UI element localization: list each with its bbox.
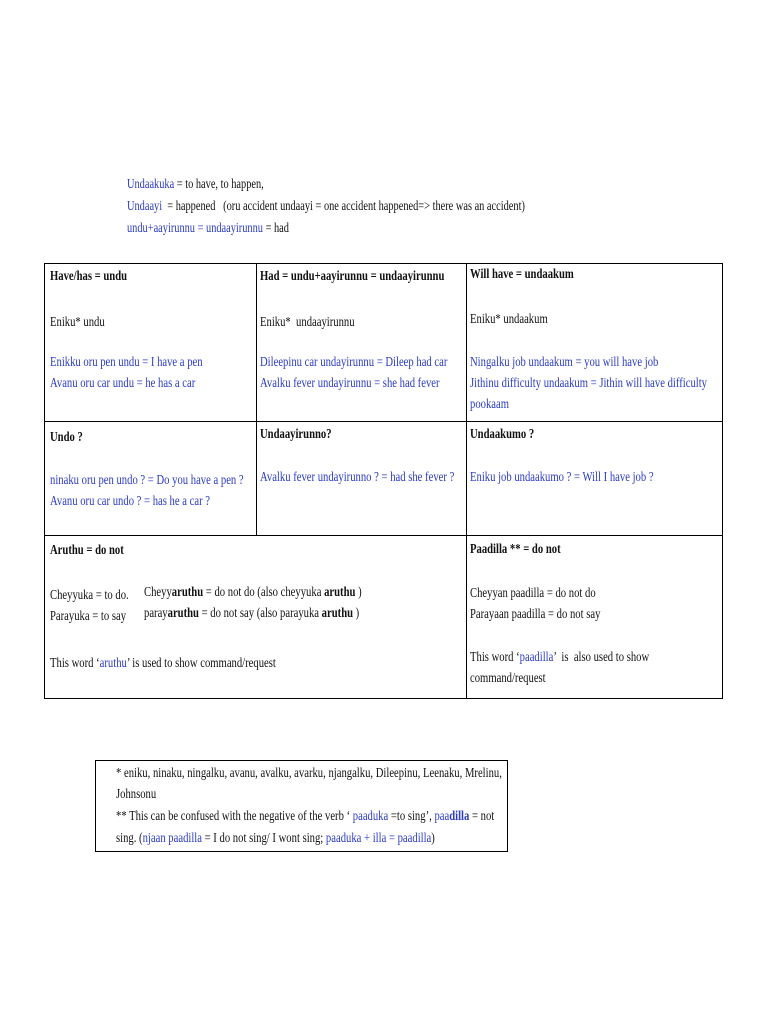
- cell-example: Avanu oru car undu = he has a car: [50, 376, 196, 391]
- cell-heading: Undaayirunno?: [260, 427, 332, 442]
- cell-example: Avalku fever undayirunno ? = had she fever ?: [260, 470, 455, 485]
- aruthu-examples: [144, 582, 430, 624]
- example-bold: aruthu: [324, 585, 356, 600]
- example-text: = do not do (also cheyyuka: [203, 585, 325, 600]
- cell-pattern: Eniku* undu: [50, 315, 105, 330]
- cell-heading: Had = undu+aayirunnu = undaayirunnu: [260, 269, 445, 284]
- cell-example: Avanu oru car undo ? = has he a car ?: [50, 494, 211, 509]
- note-text: This word ‘: [470, 650, 520, 665]
- footnote-term: njaan paadilla: [142, 831, 202, 846]
- paadilla-note-cont: command/request: [470, 671, 546, 686]
- cell-paadilla: [470, 539, 706, 689]
- cell-heading: Will have = undaakum: [470, 267, 574, 282]
- intro-definition-3: = had: [262, 221, 289, 236]
- footnote-text: ** This can be confused with the negative of the verb ‘: [116, 809, 353, 824]
- cell-aruthu: [50, 540, 147, 561]
- footnote-text: =to sing’,: [388, 809, 435, 824]
- cell-example: Dileepinu car undayirunnu = Dileep had car: [260, 355, 448, 370]
- note-term: paadilla: [519, 650, 554, 665]
- aruthu-verbs: [50, 585, 154, 627]
- footnote-line-4: [116, 829, 435, 849]
- example-text: Cheyy: [144, 585, 172, 600]
- cell-example: Avalku fever undayirunnu = she had fever: [260, 376, 440, 391]
- cell-example: Jithinu difficulty undaakum = Jithin will have difficulty: [470, 376, 708, 391]
- cell-heading: Paadilla ** = do not: [470, 542, 561, 557]
- note-text: ’ is also used to show: [553, 650, 650, 665]
- example-text: ): [355, 585, 362, 600]
- cell-heading: Undaakumo ?: [470, 427, 535, 442]
- verb-parayuka: Parayuka = to say: [50, 609, 127, 624]
- note-text: This word ‘: [50, 656, 100, 671]
- table-divider: [45, 535, 722, 536]
- footnote-text: sing. (: [116, 831, 143, 846]
- cell-heading: Aruthu = do not: [50, 543, 124, 558]
- footnote-box: [95, 760, 508, 852]
- cell-have: [50, 266, 251, 394]
- footnote-line-3: [116, 807, 494, 827]
- example-bold: aruthu: [321, 606, 354, 621]
- cell-undaakumo: [470, 424, 712, 488]
- footnote-term: dilla: [449, 809, 470, 824]
- intro-definition-1: = to have, to happen,: [174, 177, 264, 192]
- footnote-term: paa: [434, 809, 450, 824]
- cell-example: Eniku job undaakumo ? = Will I have job ?: [470, 470, 654, 485]
- footnote-term: paaduka + illa = paadilla: [325, 831, 432, 846]
- intro-block: [127, 174, 665, 240]
- intro-line-1: [127, 174, 525, 196]
- paadilla-note-line: [470, 647, 649, 668]
- footnote-text: = I do not sing/ I wont sing;: [201, 831, 326, 846]
- footnote-text: ): [431, 831, 435, 846]
- intro-definition-2: = happened (oru accident undaayi = one accident happened=> there was an accident): [162, 199, 525, 214]
- paadilla-example: Parayaan paadilla = do not say: [470, 607, 601, 622]
- cell-example: pookaam: [470, 397, 510, 412]
- aruthu-example-1: [144, 582, 362, 603]
- aruthu-example-2: [144, 603, 362, 624]
- intro-term-undaayi: Undaayi: [127, 199, 163, 214]
- footnote-term: paaduka: [352, 809, 389, 824]
- intro-line-2: [127, 196, 525, 218]
- intro-line-3: [127, 218, 525, 240]
- cell-will-have: [470, 264, 768, 415]
- example-text: paray: [144, 606, 168, 621]
- cell-heading: Have/has = undu: [50, 269, 128, 284]
- aruthu-note: [50, 653, 347, 674]
- footnote-text: = not: [469, 809, 495, 824]
- verb-cheyyuka: Cheyyuka = to do.: [50, 588, 129, 603]
- cell-pattern: Eniku* undaakum: [470, 312, 548, 327]
- cell-example: Enikku oru pen undu = I have a pen: [50, 355, 203, 370]
- cell-example: Ningalku job undaakum = you will have job: [470, 355, 659, 370]
- note-term: aruthu: [99, 656, 127, 671]
- paadilla-example: Cheyyan paadilla = do not do: [470, 586, 596, 601]
- intro-term-undaayirunnu: undu+aayirunnu = undaayirunnu: [127, 221, 263, 236]
- table-divider: [45, 421, 722, 422]
- cell-heading: Undo ?: [50, 430, 83, 445]
- footnote-line-1: * eniku, ninaku, ningalku, avanu, avalku, avarku, njangalku, Dileepinu, Leenaku, Mrelinu,: [116, 766, 502, 781]
- example-text: = do not say (also parayuka: [198, 606, 322, 621]
- example-bold: aruthu: [171, 585, 204, 600]
- footnote-line-2: Johnsonu: [116, 787, 157, 802]
- cell-example: ninaku oru pen undo ? = Do you have a pen ?: [50, 473, 244, 488]
- note-text: ’ is used to show command/request: [126, 656, 276, 671]
- intro-term-undaakuka: Undaakuka: [127, 177, 175, 192]
- example-text: ): [353, 606, 360, 621]
- cell-pattern: Eniku* undaayirunnu: [260, 315, 355, 330]
- example-bold: aruthu: [167, 606, 199, 621]
- aruthu-note-line: [50, 653, 276, 674]
